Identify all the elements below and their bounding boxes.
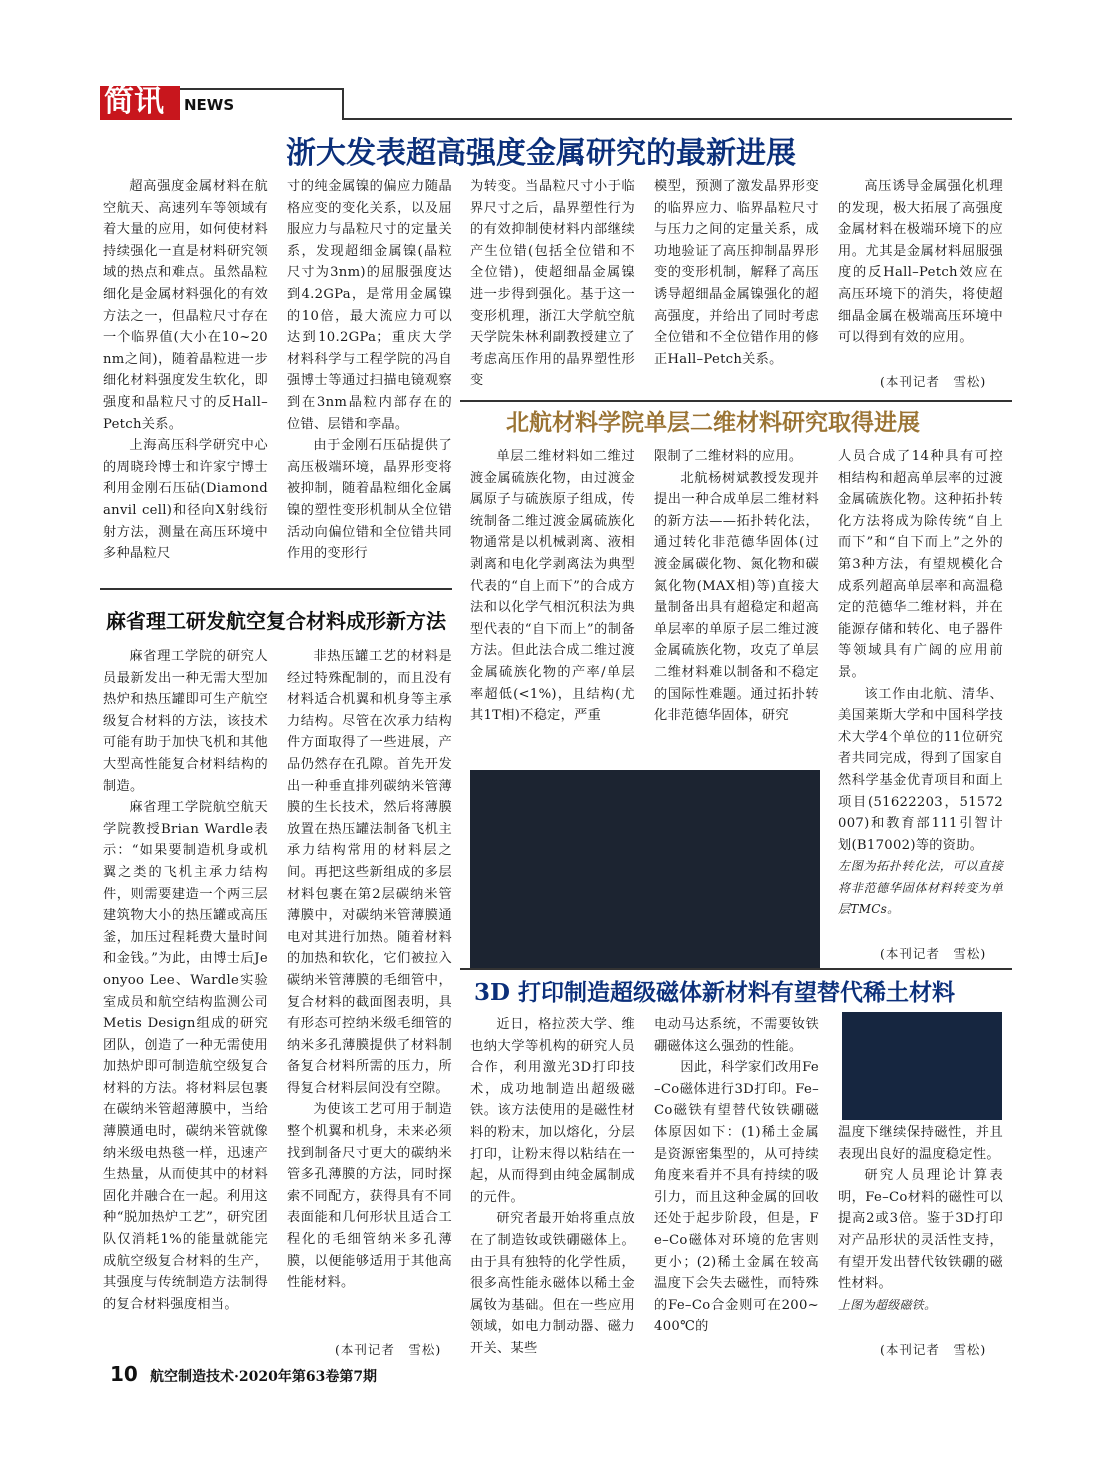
journal-info: 航空制造技术·2020年第63卷第7期 <box>150 1369 378 1385</box>
divider-a1-a3 <box>100 588 452 590</box>
article4-col2: 电动马达系统，不需要钕铁硼磁体这么强劲的性能。 因此，科学家们改用Fe–Co磁体进行3D打印。Fe–Co磁铁有望替代钕铁硼磁体原因如下：(1)稀土金属是资源密集型的，从可持续角度来看并不具有持续的吸引力，而且这种金属的回收还处于起步阶段，但是，Fe–Co磁体对环境的危害则更小；(2)稀土金属在较高温度下会失去磁性，而特殊的Fe–Co合金则可在200~400℃的 <box>654 1017 819 1335</box>
article1-col1: 超高强度金属材料在航空航天、高速列车等领域有着大量的应用，如何使材料持续强化一直是材料研究领域的热点和难点。虽然晶粒细化是金属材料强化的有效方法之一，但晶粒尺寸存在一个临界值(大小在10~20nm之间)，随着晶粒进一步细化材料强度发生软化，即强度和晶粒尺寸的反Hall–Petch关系。 上海高压科学研究中心的周晓玲博士和许家宁博士利用金刚石压砧(Diamond anvil cell)和径向X射线衍射方法，测量在高压环境中多种晶粒尺 <box>103 179 268 562</box>
divider-a2-a4 <box>460 968 1012 970</box>
article2-col1: 单层二维材料如二维过渡金属硫族化物，由过渡金属原子与硫族原子组成，传统制备二维过渡金属硫族化物通常是以机械剥离、液相剥离和电化学剥离法为典型代表的“自上而下”的合成方法和以化学气相沉积法为典型代表的“自下而上”的制备方法。但此法合成二维过渡金属硫族化物的产率/单层率超低(<1%)，且结构(尤其1T相)不稳定，严重 <box>470 449 635 724</box>
section-label: 简讯 <box>104 84 164 119</box>
article3-credit: (本刊记者 雪松) <box>335 1342 442 1357</box>
article3-title: 麻省理工研发航空复合材料成形新方法 <box>106 609 446 633</box>
header-tab-shape <box>180 88 344 120</box>
article2-caption: 左图为拓扑转化法，可以直接将非范德华固体材料转变为单层TMCs。 <box>838 859 1003 917</box>
section-label-en: NEWS <box>184 96 235 114</box>
section-header <box>100 86 1012 120</box>
article2-col2: 限制了二维材料的应用。 北航杨树斌教授发现并提出一种合成单层二维材料的新方法——拓扑转化法，通过转化非范德华固体(过渡金属碳化物、氮化物和碳氮化物(MAX相)等)直接大量制备出具有超稳定和超高单层率的单原子层二维过渡金属硫族化物，攻克了单层二维材料难以制备和不稳定的国际性难题。通过拓扑转化非范德华固体，研究 <box>654 449 819 724</box>
article1-col5: 高压诱导金属强化机理的发现，极大拓展了高强度金属材料在极端环境下的应用。尤其是金属材料屈服强度的反Hall–Petch效应在高压环境下的消失，将使超细晶金属在极端高压环境中可以得到有效的应用。 <box>838 179 1003 346</box>
article4-figure <box>842 1012 1002 1120</box>
article4-credit: (本刊记者 雪松) <box>880 1342 987 1357</box>
article2-figure <box>470 770 820 970</box>
article2-credit: (本刊记者 雪松) <box>880 946 987 961</box>
divider-a1-a2 <box>460 400 1012 402</box>
page-number: 10 <box>110 1362 138 1386</box>
article3-col2: 非热压罐工艺的材料是经过特殊配制的，而且没有材料适合机翼和机身等主承力结构。尽管在次承力结构件方面取得了一些进展，产品仍然存在孔隙。首先开发出一种垂直排列碳纳米管薄膜的生长技术，然后将薄膜放置在热压罐法制备飞机主承力结构常用的材料层之间。再把这些新组成的多层材料包裹在第2层碳纳米管薄膜中，对碳纳米管薄膜通电对其进行加热。随着材料的加热和软化，它们被拉入碳纳米管薄膜的毛细管中，复合材料的截面图表明，具有形态可控纳米级毛细管的纳米多孔薄膜提供了材料制备复合材料所需的压力，所得复合材料层间没有空隙。 为使该工艺可用于制造整个机翼和机身，未来必须找到制备尺寸更大的碳纳米管多孔薄膜的方法，同时探索不同配方，获得具有不同表面能和几何形状且适合工程化的毛细管纳米多孔薄膜，以便能够适用于其他高性能材料。 <box>287 649 452 1291</box>
article3-col1: 麻省理工学院的研究人员最新发出一种无需大型加热炉和热压罐即可生产航空级复合材料的方法，该技术可能有助于加快飞机和其他大型高性能复合材料结构的制造。 麻省理工学院航空航天学院教授Brian Wardle表示：“如果要制造机身或机翼之类的飞机主承力结构件，则需要建造一个两三层建筑物大小的热压罐或高压釜，加压过程耗费大量时间和金钱。”为此，由博士后Jeonyoo Lee、Wardle实验室成员和航空结构监测公司Metis Design组成的研究团队，创造了一种无需使用加热炉即可制造航空级复合材料的方法。将材料层包裹在碳纳米管超薄膜中，当给薄膜通电时，碳纳米管就像纳米级电热毯一样，迅速产生热量，从而使其中的材料固化并融合在一起。利用这种“脱加热炉工艺”，研究团队仅消耗1%的能量就能完成航空级复合材料的生产，其强度与传统制造方法制得的复合材料强度相当。 <box>103 649 268 1312</box>
article1-col4: 模型，预测了激发晶界形变的临界应力、临界晶粒尺寸与压力之间的定量关系，成功地验证了高压抑制晶界形变的变形机制，解释了高压诱导超细晶金属镍强化的超高强度，并给出了同时考虑全位错和不全位错作用的修正Hall–Petch关系。 <box>654 179 819 367</box>
article1-credit: (本刊记者 雪松) <box>880 374 987 389</box>
article2-title: 北航材料学院单层二维材料研究取得进展 <box>506 409 920 436</box>
article2-col3: 人员合成了14种具有可控相结构和超高单层率的过渡金属硫族化物。这种拓扑转化方法将成为除传统“自上而下”和“自下而上”之外的第3种方法，有望规模化合成系列超高单层率和高温稳定的范德华二维材料，并在能源存储和转化、电子器件等领域具有广阔的应用前景。 该工作由北航、清华、美国莱斯大学和中国科学技术大学4个单位的11位研究者共同完成，得到了国家自然科学基金优青项目和面上项目(51622203，51572007)和教育部111引智计划(B17002)等的资助。 左图为拓扑转化法，可以直接将非范德华固体材料转变为单层TMCs。 <box>838 446 1003 921</box>
article4-title: 3D 打印制造超级磁体新材料有望替代稀土材料 <box>474 979 955 1006</box>
article1-col3: 为转变。当晶粒尺寸小于临界尺寸之后，晶界塑性行为的有效抑制使材料内部继续产生位错(包括全位错和不全位错)，使超细晶金属镍进一步得到强化。基于这一变形机理，浙江大学航空航天学院朱林利副教授建立了考虑高压作用的晶界塑性形变 <box>470 179 635 389</box>
article4-caption: 上图为超级磁铁。 <box>838 1297 937 1312</box>
article1-col2: 寸的纯金属镍的偏应力随晶格应变的变化关系，以及屈服应力与晶粒尺寸的定量关系，发现超细金属镍(晶粒尺寸为3nm)的屈服强度达到4.2GPa，是常用金属镍的10倍，最大流应力可以达到10.2GPa；重庆大学材料科学与工程学院的冯自强博士等通过扫描电镜观察到在3nm晶粒内部存在的位错、层错和孪晶。 由于金刚石压砧提供了高压极端环境，晶界形变将被抑制，随着晶粒细化金属镍的塑性变形机制从全位错活动向偏位错和全位错共同作用的变形行 <box>287 179 452 562</box>
article4-col3: 温度下继续保持磁性，并且表现出良好的温度稳定性。 研究人员理论计算表明，Fe–Co材料的磁性可以提高2或3倍。鉴于3D打印对产品形状的灵活性支持，有望开发出替代钕铁硼的磁性材料。 上图为超级磁铁。 <box>838 1122 1003 1316</box>
header-rule <box>342 118 1012 120</box>
article4-col1: 近日，格拉茨大学、维也纳大学等机构的研究人员合作，利用激光3D打印技术，成功地制造出超级磁铁。该方法使用的是磁性材料的粉末，加以熔化，分层打印，让粉末得以粘结在一起，从而得到由纯金属制成的元件。 研究者最开始将重点放在了制造钕或铁硼磁体上。由于具有独特的化学性质，很多高性能永磁体以稀土金属钕为基础。但在一些应用领域，如电力制动器、磁力开关、某些 <box>470 1017 635 1356</box>
article1-title: 浙大发表超高强度金属研究的最新进展 <box>286 136 796 171</box>
